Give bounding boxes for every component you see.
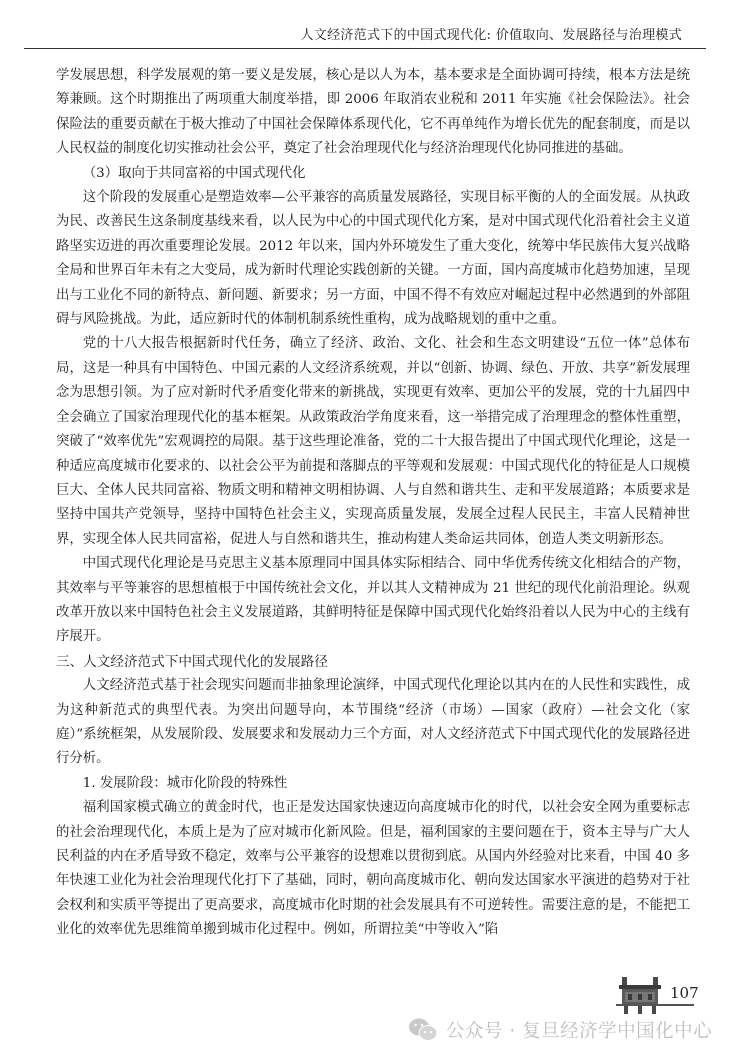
article-body [56,64,690,943]
paragraph: 福利国家模式确立的黄金时代，也正是发达国家快速迈向高度城市化的时代，以社会安全网为重要标志的社会治理现代化，本质上是为了应对城市化新风险。但是，福利国家的主要问题在于，资本主导与广大人民利益的内在矛盾导致不稳定，效率与公平兼容的设想难以贯彻到底。从国内外经验对比来看，中国 40 多年快速工业化为社会治理现代化打下了基础，同时，朝向高度城市化、朝向发达国家水平演进的趋势对于社会权利和实质平等提出了更高要求，高度城市化时期的社会发展具有不可逆转性。需要注意的是，不能把工业化的效率优先思维简单搬到城市化过程中。例如，所谓拉美“中等收入”陷 [56,800,690,938]
watermark [408,1014,712,1046]
ding-vessel-icon [617,975,663,1015]
running-header [24,14,706,49]
section-heading: 三、人文经济范式下中国式现代化的发展路径 [56,653,328,670]
subsection-heading: 1. 发展阶段：城市化阶段的特殊性 [82,775,288,791]
paragraph: 人文经济范式基于社会现实问题而非抽象理论演绎，中国式现代化理论以其内在的人民性和实践性，成为这种新范式的典型代表。为突出问题导向，本节围绕“经济（市场）—国家（政府）—社会文化（家庭）”系统框架，从发展阶段、发展要求和发展动力三个方面，对人文经济范式下中国式现代化的发展路径进行分析。 [56,678,690,767]
subsection-heading: （3）取向于共同富裕的中国式现代化 [82,165,306,181]
running-title: 人文经济范式下的中国式现代化: 价值取向、发展路径与治理模式 [300,28,682,43]
footer-divider [616,1004,694,1006]
wechat-icon [408,1017,438,1043]
paragraph: 党的十八大报告根据新时代任务，确立了经济、政治、文化、社会和生态文明建设“五位一体”总体布局，这是一种具有中国特色、中国元素的人文经济系统观，并以“创新、协调、绿色、开放、共享”新发展理念为思想引领。为了应对新时代矛盾变化带来的新挑战，实现更有效率、更加公平的发展，党的十九届四中全会确立了国家治理现代化的基本框架。从政策政治学角度来看，这一举措完成了治理理念的整体性重塑，突破了“效率优先”宏观调控的局限。基于这些理论准备，党的二十大报告提出了中国式现代化理论，这是一种适应高度城市化要求的、以社会公平为前提和落脚点的平等观和发展观：中国式现代化的特征是人口规模巨大、全体人民共同富裕、物质文明和精神文明相协调、人与自然和谐共生、走和平发展道路；本质要求是坚持中国共产党领导，坚持中国特色社会主义，实现高质量发展，发展全过程人民民主，丰富人民精神世界，实现全体人民共同富裕，促进人与自然和谐共生，推动构建人类命运共同体，创造人类文明新形态。 [56,336,690,547]
page-number: 107 [670,984,699,1002]
paragraph: 中国式现代化理论是马克思主义基本原理同中国具体实际相结合、同中华优秀传统文化相结合的产物，其效率与平等兼容的思想植根于中国传统社会文化，并以其人文精神成为 21 世纪的现代化前沿理论。纵观改革开放以来中国特色社会主义发展道路，其鲜明特征是保障中国式现代化始终沿着以人民为中心的主线有序展开。 [56,556,690,645]
paragraph: 这个阶段的发展重心是塑造效率—公平兼容的高质量发展路径，实现目标平衡的人的全面发展。从执政为民、改善民生这条制度基线来看，以人民为中心的中国式现代化方案，是对中国式现代化沿着社会主义道路坚实迈进的再次重要理论发展。2012 年以来，国内外环境发生了重大变化，统筹中华民族伟大复兴战略全局和世界百年未有之大变局，成为新时代理论实践创新的关键。一方面，国内高度城市化趋势加速，呈现出与工业化不同的新特点、新问题、新要求；另一方面，中国不得不有效应对崛起过程中必然遇到的外部阻碍与风险挑战。为此，适应新时代的体制机制系统性重构，成为战略规划的重中之重。 [56,190,690,328]
watermark-text: 公众号 · 复旦经济学中国化中心 [446,1021,713,1042]
paragraph: 学发展思想，科学发展观的第一要义是发展，核心是以人为本，基本要求是全面协调可持续，根本方法是统筹兼顾。这个时期推出了两项重大制度举措，即 2006 年取消农业税和 2011 年实施《社会保险法》。社会保险法的重要贡献在于极大推动了中国社会保障体系现代化，它不再单纯作为增长优先的配套制度，而是以人民权益的制度化切实推动社会公平，奠定了社会治理现代化与经济治理现代化协同推进的基础。 [56,68,690,157]
